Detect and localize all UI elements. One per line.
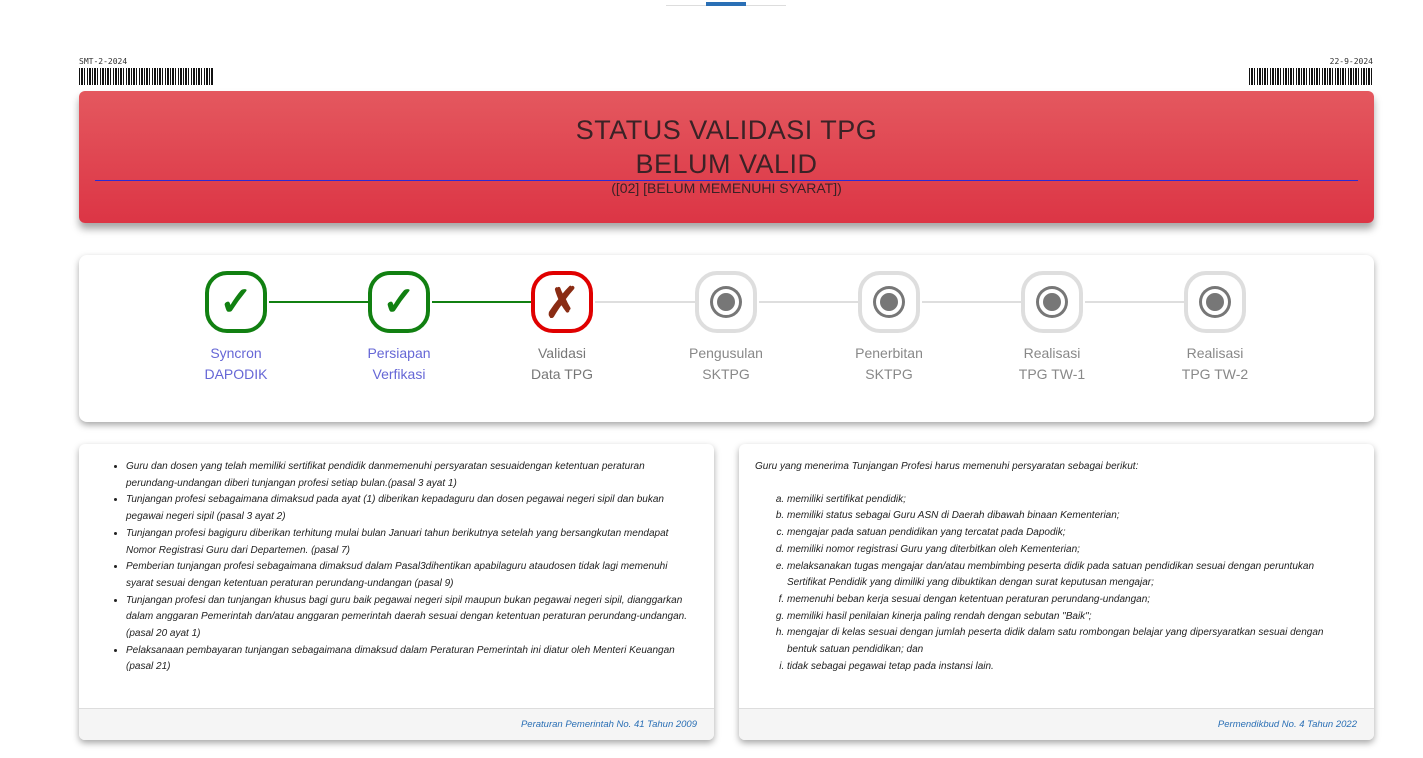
list-item: a. memiliki sertifikat pendidik;	[787, 492, 1354, 509]
step-label[interactable]	[161, 343, 311, 385]
list-item: g. memiliki hasil penilaian kinerja paling rendah dengan sebutan "Baik";	[787, 609, 1354, 626]
step-label-line1: Validasi	[538, 345, 586, 361]
list-item: • Tunjangan profesi bagiguru diberikan terhitung mulai bulan Januari tahun berikutnya setelah yang bersangkutan mendapat Nomor Registrasi Guru dari Departemen. (pasal 7)	[126, 526, 694, 559]
top-tab-indicator	[666, 0, 786, 6]
step-label	[651, 343, 801, 385]
step-label-line1: Pengusulan	[689, 345, 763, 361]
step-label-line2: SKTPG	[865, 366, 913, 382]
pending-dot	[713, 289, 739, 315]
list-item: • Guru dan dosen yang telah memiliki sertifikat pendidik danmemenuhi persyaratan sesuaidengan ketentuan peraturan perundang-undangan diberi tunjangan profesi setiap bulan.(pasal 3 ayat 1)	[126, 459, 694, 492]
step-label-line2: SKTPG	[702, 366, 750, 382]
step-syncron-dapodik	[161, 271, 311, 385]
semester-code-block	[79, 57, 213, 85]
regulation-body	[79, 444, 714, 708]
step-label	[487, 343, 637, 385]
status-title-line1: STATUS VALIDASI TPG	[575, 115, 878, 145]
step-label[interactable]	[324, 343, 474, 385]
list-item: i. tidak sebagai pegawai tetap pada instansi lain.	[787, 659, 1354, 676]
list-item: e. melaksanakan tugas mengajar dan/atau membimbing peserta didik pada satuan pendidikan sesuai dengan peruntukan Sertifikat Pendidik yang dimiliki yang dibuktikan dengan surat keputusan mengajar;	[787, 559, 1354, 592]
list-item: • Pelaksanaan pembayaran tunjangan sebagaimana dimaksud dalam Peraturan Pemerintah ini diatur oleh Menteri Keuangan (pasal 21)	[126, 643, 694, 676]
step-label-line1: Realisasi	[1023, 345, 1081, 361]
step-label	[814, 343, 964, 385]
radio-dot-icon	[858, 271, 920, 333]
step-label-line1: Realisasi	[1186, 345, 1244, 361]
list-item: • Tunjangan profesi sebagaimana dimaksud pada ayat (1) diberikan kepadaguru dan dosen pegawai negeri sipil dan bukan pegawai negeri sipil (pasal 3 ayat 2)	[126, 492, 694, 525]
list-item: d. memiliki nomor registrasi Guru yang diterbitkan oleh Kementerian;	[787, 542, 1354, 559]
radio-dot-icon	[1021, 271, 1083, 333]
requirements-body	[739, 444, 1374, 708]
step-label	[977, 343, 1127, 385]
radio-dot-icon	[1184, 271, 1246, 333]
step-label-line1: Penerbitan	[855, 345, 923, 361]
requirements-list	[787, 492, 1354, 676]
step-label-line2: DAPODIK	[204, 366, 268, 382]
active-tab-indicator	[706, 2, 746, 6]
date-block	[1249, 57, 1373, 85]
step-realisasi-tw2	[1140, 271, 1290, 385]
pending-dot	[1039, 289, 1065, 315]
step-persiapan-verfikasi	[324, 271, 474, 385]
step-label-line1: Persiapan	[367, 345, 431, 361]
list-item: c. mengajar pada satuan pendidikan yang tercatat pada Dapodik;	[787, 525, 1354, 542]
barcode-left	[79, 68, 213, 85]
step-label-line2: Data TPG	[531, 366, 593, 382]
step-penerbitan-sktpg	[814, 271, 964, 385]
step-label	[1140, 343, 1290, 385]
regulation-source: Peraturan Pemerintah No. 41 Tahun 2009	[79, 708, 714, 740]
list-item: • Pemberian tunjangan profesi sebagaimana dimaksud dalam Pasal3dihentikan apabilaguru ataudosen tidak lagi memenuhi syarat sesuai dengan ketentuan peraturan perundang-undangan (pasal 9)	[126, 559, 694, 592]
step-validasi-data-tpg	[487, 271, 637, 385]
regulation-card-pp41	[79, 444, 714, 740]
step-pengusulan-sktpg	[651, 271, 801, 385]
status-reason: ([02] [BELUM MEMENUHI SYARAT])	[611, 180, 842, 196]
list-item: h. mengajar di kelas sesuai dengan jumlah peserta didik dalam satu rombongan belajar yang dipersyaratkan sesuai dengan bentuk satuan pendidikan; dan	[787, 625, 1354, 658]
list-item: • Tunjangan profesi dan tunjangan khusus bagi guru baik pegawai negeri sipil maupun bukan pegawai negeri sipil, dianggarkan dalam anggaran Pemerintah dan/atau anggaran pemerintah daerah sesuai dengan ketentuan peraturan perundang-undangan. (pasal 20 ayat 1)	[126, 593, 694, 643]
regulation-source: Permendikbud No. 4 Tahun 2022	[739, 708, 1374, 740]
status-title-line2: BELUM VALID	[635, 149, 818, 179]
status-title	[79, 113, 1374, 181]
pending-dot	[876, 289, 902, 315]
radio-dot-icon	[695, 271, 757, 333]
check-icon: ✓	[368, 271, 430, 333]
progress-stepper	[79, 255, 1374, 422]
semester-code: SMT-2-2024	[79, 57, 128, 66]
requirements-intro: Guru yang menerima Tunjangan Profesi harus memenuhi persyaratan sebagai berikut:	[755, 461, 1139, 472]
regulation-card-permendikbud	[739, 444, 1374, 740]
check-icon: ✓	[205, 271, 267, 333]
list-item: f. memenuhi beban kerja sesuai dengan ketentuan peraturan perundang-undangan;	[787, 592, 1354, 609]
step-realisasi-tw1	[977, 271, 1127, 385]
step-label-line2: TPG TW-1	[1018, 366, 1086, 382]
step-label-line1: Syncron	[210, 345, 262, 361]
step-label-line2: TPG TW-2	[1181, 366, 1249, 382]
step-label-line2: Verfikasi	[372, 366, 426, 382]
barcode-right	[1249, 68, 1373, 85]
cross-icon: ✗	[531, 271, 593, 333]
pending-dot	[1202, 289, 1228, 315]
validation-status-banner	[79, 91, 1374, 223]
list-item: b. memiliki status sebagai Guru ASN di Daerah dibawah binaan Kementerian;	[787, 508, 1354, 525]
report-date: 22-9-2024	[1329, 57, 1373, 66]
regulation-list	[126, 459, 694, 676]
